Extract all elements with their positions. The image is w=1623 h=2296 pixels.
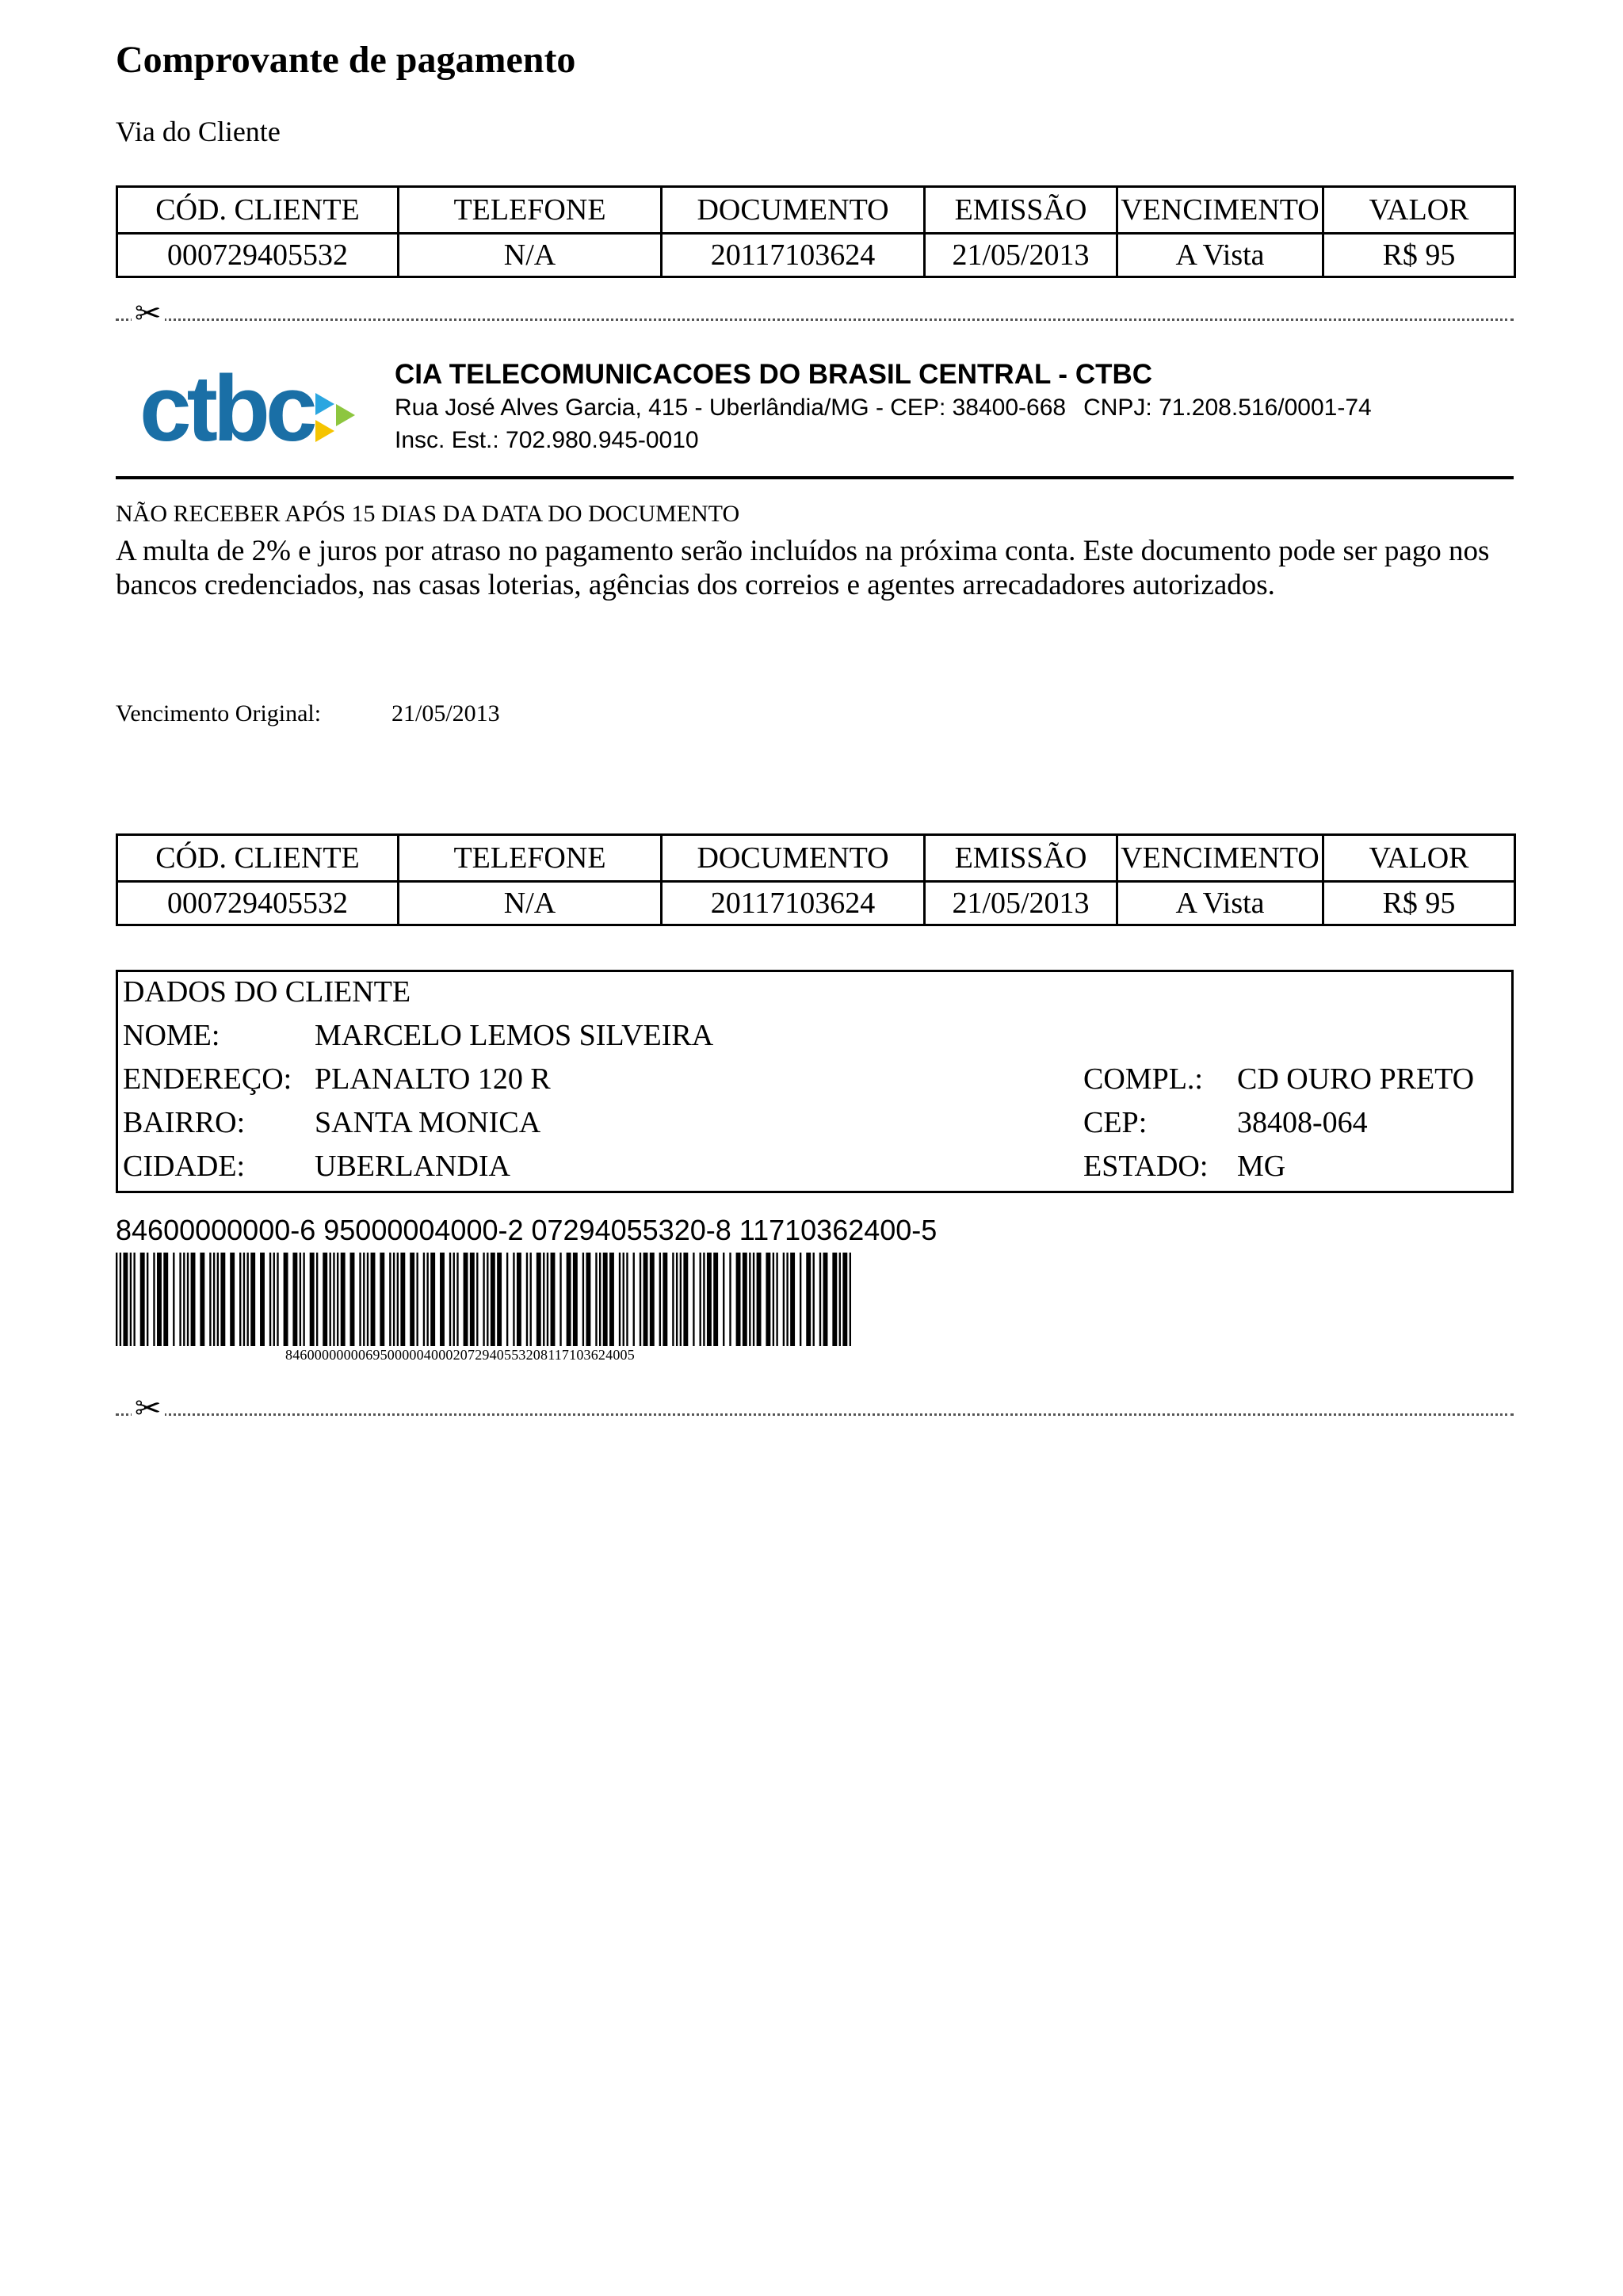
barcode-bar <box>393 1253 395 1346</box>
col-header-amount: VALOR <box>1323 187 1515 234</box>
logo-arrow-blue <box>315 393 334 415</box>
barcode-bar <box>483 1253 484 1346</box>
scissors-icon: ✂ <box>132 298 165 330</box>
barcode-bar <box>191 1253 196 1346</box>
barcode-bar <box>426 1253 428 1346</box>
barcode-bar <box>410 1253 414 1346</box>
due-date-cell: A Vista <box>1117 882 1323 925</box>
name-value: MARCELO LEMOS SILVEIRA <box>315 1019 714 1052</box>
barcode-bar <box>633 1253 635 1346</box>
barcode-bar <box>573 1253 578 1346</box>
barcode-bar <box>749 1253 750 1346</box>
barcode-bar <box>723 1253 724 1346</box>
barcode-bar <box>680 1253 682 1346</box>
barcode-bar <box>850 1253 851 1346</box>
client-heading: DADOS DO CLIENTE <box>123 975 411 1009</box>
barcode-bar <box>209 1253 211 1346</box>
barcode-bar <box>517 1253 521 1346</box>
barcode-bar <box>813 1253 815 1346</box>
col-header-client-code: CÓD. CLIENTE <box>117 835 399 882</box>
barcode-bar <box>330 1253 331 1346</box>
barcode-bar <box>359 1253 361 1346</box>
barcode-bar <box>337 1253 338 1346</box>
barcode-bar <box>676 1253 678 1346</box>
col-header-document: DOCUMENTO <box>662 835 925 882</box>
barcode-bar <box>650 1253 655 1346</box>
barcode-bar <box>823 1253 828 1346</box>
barcode-bar <box>333 1253 334 1346</box>
barcode-bar <box>456 1253 458 1346</box>
barcode-bar <box>292 1253 297 1346</box>
document-cell: 20117103624 <box>662 882 925 925</box>
barcode-bar <box>776 1253 777 1346</box>
logo-arrow-yellow <box>315 420 334 442</box>
barcode-bar <box>543 1253 544 1346</box>
col-header-amount: VALOR <box>1323 835 1515 882</box>
barcode-bar <box>551 1253 556 1346</box>
barcode-bar <box>464 1253 468 1346</box>
col-header-issue-date: EMISSÃO <box>925 835 1117 882</box>
client-code-cell: 000729405532 <box>117 234 399 277</box>
barcode-bar <box>743 1253 747 1346</box>
barcode-bar <box>663 1253 667 1346</box>
barcode-bar <box>736 1253 741 1346</box>
barcode-bar <box>547 1253 548 1346</box>
barcode-bar <box>277 1253 278 1346</box>
barcode-number: 846000000006950000040002072940553208117103624005 <box>285 1347 635 1363</box>
barcode-bar <box>806 1253 811 1346</box>
scissors-icon: ✂ <box>132 1393 165 1425</box>
notice-text: A multa de 2% e juros por atraso no pagamento serão incluídos na próxima conta. Este documento pode ser pago nos bancos credenciados, nas casas loterias, agências dos correios e agentes arrecadadores autorizados. <box>116 535 1490 601</box>
logo-arrow-green <box>336 404 355 426</box>
compl-label: COMPL.: <box>1083 1062 1203 1096</box>
barcode-bar <box>470 1253 475 1346</box>
barcode-bar <box>476 1253 478 1346</box>
barcode-bar <box>247 1253 249 1346</box>
client-heading-row <box>123 972 411 1012</box>
barcode-bar <box>380 1253 384 1346</box>
document-cell: 20117103624 <box>662 234 925 277</box>
phone-cell: N/A <box>399 234 662 277</box>
barcode-bar <box>250 1253 255 1346</box>
barcode-bar <box>123 1253 128 1346</box>
city-label: CIDADE: <box>123 1150 246 1183</box>
due-date-cell: A Vista <box>1117 234 1323 277</box>
barcode-bar <box>130 1253 132 1346</box>
barcode-bar <box>133 1253 135 1346</box>
barcode-bar <box>491 1253 495 1346</box>
name-label: NOME: <box>123 1019 220 1052</box>
barcode-bar <box>273 1253 275 1346</box>
barcode-bar <box>323 1253 327 1346</box>
barcode-bar <box>157 1253 162 1346</box>
barcode-bar <box>397 1253 399 1346</box>
barcode-bar <box>140 1253 145 1346</box>
col-header-due-date: VENCIMENTO <box>1117 187 1323 234</box>
barcode-bar <box>423 1253 425 1346</box>
col-header-phone: TELEFONE <box>399 187 662 234</box>
barcode-bar <box>626 1253 628 1346</box>
barcode-bar <box>790 1253 795 1346</box>
original-due-label: Vencimento Original: <box>116 700 322 727</box>
barcode-bar <box>350 1253 355 1346</box>
barcode-bar <box>707 1253 712 1346</box>
barcode-bar <box>116 1253 117 1346</box>
barcode-bar <box>284 1253 288 1346</box>
barcode-bar <box>187 1253 189 1346</box>
company-info <box>395 358 1372 456</box>
barcode-bar <box>819 1253 821 1346</box>
dotted-line <box>116 318 1514 321</box>
company-name: CIA TELECOMUNICACOES DO BRASIL CENTRAL - CTBC <box>395 359 1153 390</box>
col-header-client-code: CÓD. CLIENTE <box>117 187 399 234</box>
summary-header-row <box>117 187 1515 234</box>
page-title: Comprovante de pagamento <box>116 39 576 81</box>
logo-wordmark: ctbc <box>139 357 313 458</box>
barcode-bar <box>269 1253 271 1346</box>
barcode-bar <box>757 1253 762 1346</box>
client-address-row <box>123 1059 1502 1099</box>
barcode-bar <box>449 1253 451 1346</box>
barcode-bar <box>800 1253 801 1346</box>
company-cnpj: CNPJ: 71.208.516/0001-74 <box>1083 395 1372 421</box>
dotted-line <box>116 1413 1514 1416</box>
barcode <box>116 1253 851 1346</box>
barcode-bar <box>371 1253 376 1346</box>
cut-line-bottom <box>116 1390 1514 1427</box>
client-code-cell: 000729405532 <box>117 882 399 925</box>
barcode-bar <box>183 1253 185 1346</box>
barcode-bar <box>659 1253 661 1346</box>
phone-cell: N/A <box>399 882 662 925</box>
barcode-bar <box>567 1253 571 1346</box>
state-value: MG <box>1237 1150 1286 1183</box>
barcode-bar <box>220 1253 225 1346</box>
barcode-bar <box>300 1253 301 1346</box>
barcode-bar <box>416 1253 418 1346</box>
barcode-bar <box>559 1253 561 1346</box>
barcode-bar <box>163 1253 168 1346</box>
barcode-bar <box>389 1253 391 1346</box>
barcode-bar <box>842 1253 847 1346</box>
barcode-bar <box>609 1253 614 1346</box>
issue-date-cell: 21/05/2013 <box>925 882 1117 925</box>
ctbc-logo-graphic <box>139 355 377 458</box>
barcode-bar <box>586 1253 590 1346</box>
barcode-bar <box>753 1253 754 1346</box>
col-header-due-date: VENCIMENTO <box>1117 835 1323 882</box>
barcode-bar <box>303 1253 304 1346</box>
barcode-bar <box>530 1253 532 1346</box>
barcode-bar <box>487 1253 488 1346</box>
original-due-value: 21/05/2013 <box>391 700 500 727</box>
notice-heading: NÃO RECEBER APÓS 15 DIAS DA DATA DO DOCUMENTO <box>116 501 740 527</box>
barcode-bar <box>773 1253 774 1346</box>
barcode-bar <box>643 1253 648 1346</box>
barcode-bar <box>230 1253 235 1346</box>
barcode-bar <box>430 1253 435 1346</box>
barcode-bar <box>239 1253 241 1346</box>
barcode-bar <box>582 1253 584 1346</box>
barcode-bar <box>526 1253 528 1346</box>
ctbc-logo <box>139 355 377 458</box>
barcode-bar <box>200 1253 204 1346</box>
barcode-bar <box>260 1253 265 1346</box>
summary-table-bottom <box>116 833 1516 926</box>
barcode-bar <box>619 1253 621 1346</box>
barcode-bar <box>217 1253 219 1346</box>
barcode-bar <box>713 1253 718 1346</box>
barcode-bar <box>703 1253 705 1346</box>
summary-value-row <box>117 882 1515 925</box>
amount-cell: R$ 95 <box>1323 882 1515 925</box>
cep-label: CEP: <box>1083 1106 1148 1139</box>
barcode-bar <box>120 1253 121 1346</box>
barcode-bar <box>506 1253 508 1346</box>
district-label: BAIRRO: <box>123 1106 246 1139</box>
barcode-bar <box>783 1253 785 1346</box>
summary-value-row <box>117 234 1515 277</box>
barcode-bar <box>310 1253 315 1346</box>
barcode-bar <box>497 1253 502 1346</box>
city-value: UBERLANDIA <box>315 1150 510 1183</box>
barcode-bar <box>672 1253 674 1346</box>
company-state-registration: Insc. Est.: 702.980.945-0010 <box>395 427 699 453</box>
district-value: SANTA MONICA <box>315 1106 541 1139</box>
barcode-bar <box>786 1253 788 1346</box>
barcode-bar <box>367 1253 369 1346</box>
barcode-bar <box>341 1253 346 1346</box>
barcode-bar <box>603 1253 608 1346</box>
barcode-bar <box>623 1253 624 1346</box>
page-subtitle: Via do Cliente <box>116 116 281 147</box>
barcode-bar <box>213 1253 215 1346</box>
client-data-box <box>116 970 1514 1193</box>
barcode-bar <box>316 1253 318 1346</box>
barcode-bar <box>513 1253 514 1346</box>
barcode-bar <box>400 1253 405 1346</box>
barcode-bar <box>729 1253 731 1346</box>
barcode-bar <box>243 1253 245 1346</box>
compl-value: CD OURO PRETO <box>1237 1062 1475 1096</box>
client-district-row <box>123 1103 1502 1142</box>
cep-value: 38408-064 <box>1237 1106 1368 1139</box>
address-value: PLANALTO 120 R <box>315 1062 551 1096</box>
barcode-bar <box>453 1253 455 1346</box>
col-header-issue-date: EMISSÃO <box>925 187 1117 234</box>
barcode-bar <box>173 1253 174 1346</box>
barcode-bar <box>179 1253 181 1346</box>
barcode-bar <box>693 1253 694 1346</box>
company-address: Rua José Alves Garcia, 415 - Uberlândia/MG - CEP: 38400-668 <box>395 395 1067 421</box>
cut-line-top <box>116 296 1514 332</box>
barcode-bar <box>832 1253 837 1346</box>
barcode-bar <box>153 1253 155 1346</box>
summary-table-top <box>116 185 1516 278</box>
issue-date-cell: 21/05/2013 <box>925 234 1117 277</box>
col-header-phone: TELEFONE <box>399 835 662 882</box>
state-label: ESTADO: <box>1083 1150 1209 1183</box>
company-address-line <box>395 391 1372 424</box>
barcode-bar <box>363 1253 365 1346</box>
col-header-document: DOCUMENTO <box>662 187 925 234</box>
barcode-bar <box>595 1253 597 1346</box>
barcode-bar <box>537 1253 541 1346</box>
summary-header-row <box>117 835 1515 882</box>
barcode-bar <box>599 1253 601 1346</box>
barcode-digitable-line: 84600000000-6 95000004000-2 07294055320-8 11710362400-5 <box>116 1214 938 1246</box>
client-city-row <box>123 1146 1502 1186</box>
barcode-bar <box>640 1253 641 1346</box>
barcode-bar <box>766 1253 770 1346</box>
barcode-bar <box>147 1253 148 1346</box>
divider <box>116 476 1514 479</box>
address-label: ENDEREÇO: <box>123 1062 292 1096</box>
amount-cell: R$ 95 <box>1323 234 1515 277</box>
barcode-bar <box>440 1253 445 1346</box>
barcode-bar <box>683 1253 688 1346</box>
barcode-bar <box>839 1253 841 1346</box>
barcode-bar <box>699 1253 701 1346</box>
